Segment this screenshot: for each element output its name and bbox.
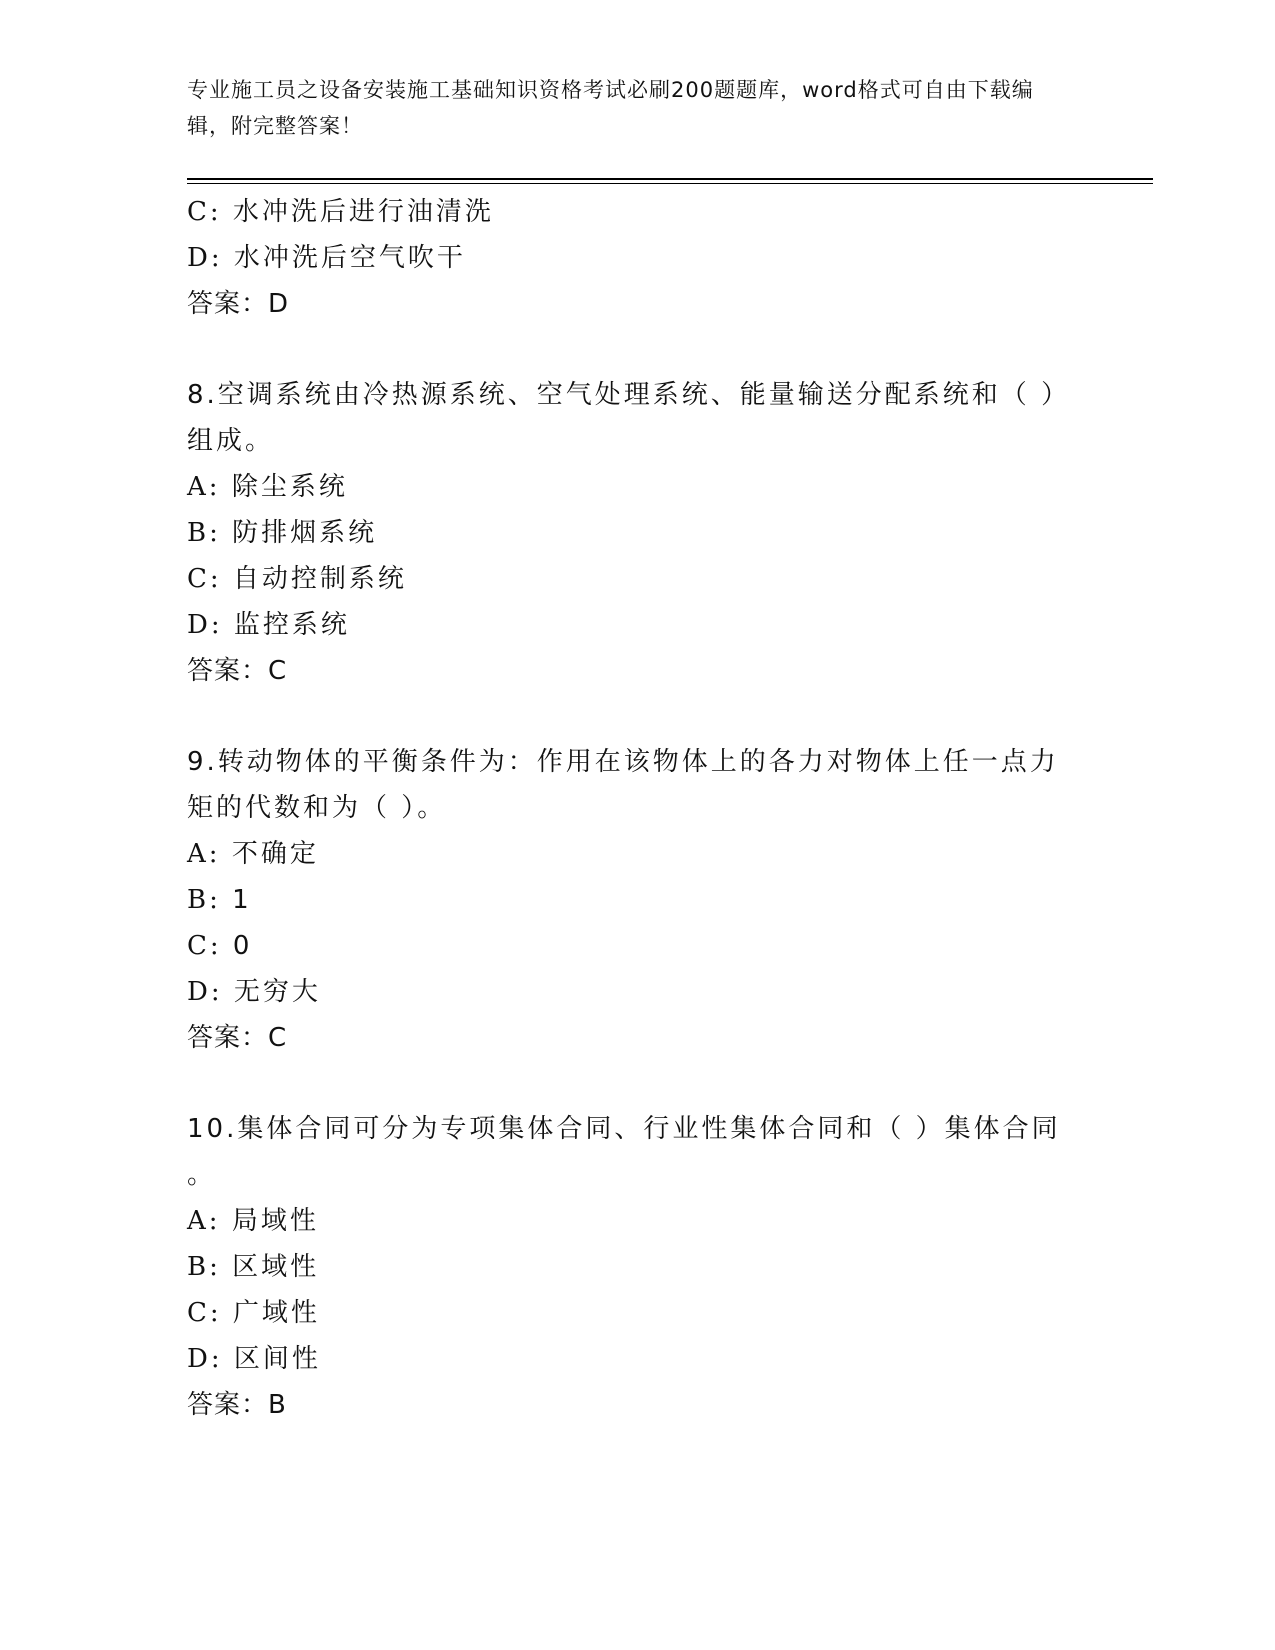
- option-c: C: 广域性: [187, 1298, 320, 1328]
- option-b: B: 区域性: [187, 1252, 320, 1282]
- option-a: A: 局域性: [187, 1206, 319, 1236]
- option-a: A: 不确定: [187, 839, 319, 869]
- answer-line: 答案：C: [187, 1023, 288, 1053]
- option-d: D: 无穷大: [187, 977, 321, 1007]
- option-a: A: 除尘系统: [187, 472, 348, 502]
- header-divider-thin: [187, 183, 1153, 184]
- question-content: [187, 189, 1071, 1428]
- answer-line: 答案：B: [187, 1390, 287, 1420]
- question-stem-line: 8.空调系统由冷热源系统、空气处理系统、能量输送分配系统和（ ）: [187, 380, 1071, 410]
- question-8: [187, 372, 1071, 694]
- option-d: D: 区间性: [187, 1344, 321, 1374]
- question-stem-line: 。: [187, 1160, 217, 1190]
- option-d: D: 水冲洗后空气吹干: [187, 243, 466, 273]
- option-d: D: 监控系统: [187, 610, 350, 640]
- option-c: C: 水冲洗后进行油清洗: [187, 197, 494, 227]
- question-stem-line: 组成。: [187, 426, 275, 456]
- question-stem-line: 9.转动物体的平衡条件为：作用在该物体上的各力对物体上任一点力: [187, 747, 1059, 777]
- option-c: C: 0: [187, 931, 253, 961]
- option-c: C: 自动控制系统: [187, 564, 407, 594]
- answer-line: 答案：D: [187, 289, 290, 319]
- header-divider-thick: [187, 178, 1153, 180]
- document-header: 专业施工员之设备安装施工基础知识资格考试必刷200题题库，word格式可自由下载编辑，附完整答案！: [187, 78, 1034, 138]
- option-b: B: 1: [187, 885, 252, 915]
- partial-question-7: [187, 189, 1067, 327]
- question-stem-line: 矩的代数和为（ ）。: [187, 793, 447, 823]
- question-9: [187, 739, 1067, 1061]
- question-10: [187, 1106, 1067, 1428]
- option-b: B: 防排烟系统: [187, 518, 378, 548]
- answer-line: 答案：C: [187, 656, 288, 686]
- question-stem-line: 10.集体合同可分为专项集体合同、行业性集体合同和（ ）集体合同: [187, 1114, 1061, 1144]
